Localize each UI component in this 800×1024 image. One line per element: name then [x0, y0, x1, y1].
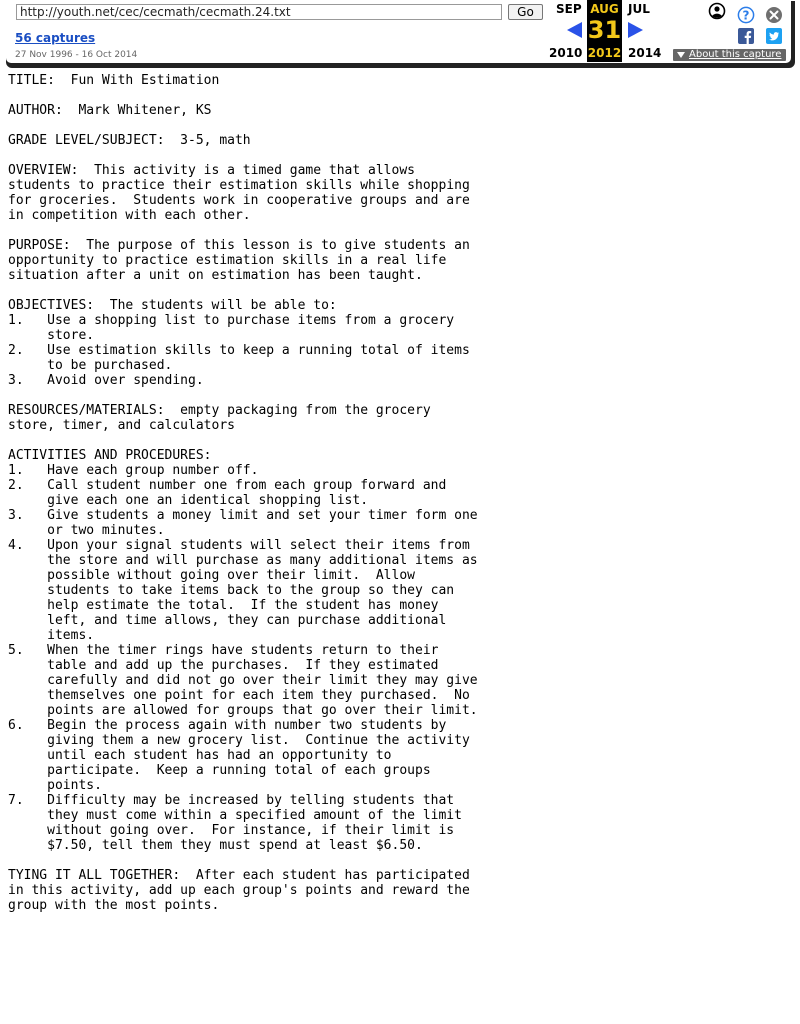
next-month-label[interactable]: JUL: [628, 2, 650, 16]
svg-text:?: ?: [742, 8, 750, 23]
prev-year-label[interactable]: 2010: [549, 46, 583, 60]
prev-month-label[interactable]: SEP: [556, 2, 582, 16]
current-day-label: 31: [587, 16, 622, 44]
current-year-label: 2012: [587, 46, 622, 60]
url-input[interactable]: [16, 4, 502, 20]
current-month-label: AUG: [590, 2, 619, 16]
chevron-down-icon: [677, 52, 685, 58]
go-button[interactable]: Go: [508, 4, 543, 20]
help-icon[interactable]: [737, 6, 755, 24]
next-capture-arrow-icon[interactable]: [628, 22, 643, 38]
next-year-label[interactable]: 2014: [628, 46, 662, 60]
facebook-icon[interactable]: [738, 28, 754, 44]
captures-date-range: 27 Nov 1996 - 16 Oct 2014: [15, 50, 138, 60]
lesson-plan-text: TITLE: Fun With Estimation AUTHOR: Mark Whitener, KS GRADE LEVEL/SUBJECT: 3-5, math OVERVIEW: This activity is a timed game that allows students to practice their estimation skills while shopping for groceries. Students work in cooperative groups and are in competition with each other. PURPOSE: The purpose of this lesson is to give students an opportunity to practice estimation skills in a real life situation after a unit on estimation has been taught. OBJECTIVES: The students will be able to: 1. Use a shopping list to purchase items from a grocery store. 2. Use estimation skills to keep a running total of items to be purchased. 3. Avoid over spending. RESOURCES/MATERIALS: empty packaging from the grocery store, timer, and calculators ACTIVITIES AND PROCEDURES: 1. Have each group number off. 2. Call student number one from each group forward and give each one an identical shopping list. 3. Give students a money limit and set your timer form one or two minutes. 4. Upon your signal students will select their items from the store and will purchase as many additional items as possible without going over their limit. Allow students to take items back to the group so they can help estimate the total. If the student has money left, and time allows, they can purchase additional items. 5. When the timer rings have students return to their table and add up the purchases. If they estimated carefully and did not go over their limit they may give themselves one point for each item they purchased. No points are allowed for groups that go over their limit. 6. Begin the process again with number two students by giving them a new grocery list. Continue the activity until each student has had an opportunity to participate. Keep a running total of each groups points. 7. Difficulty may be increased by telling students that they must come within a specified amount of the limit without going over. For instance, if their limit is $7.50, tell them they must spend at least $6.50. TYING IT ALL TOGETHER: After each student has participated in this activity, add up each group's points and reward the group with the most points.: [8, 73, 478, 913]
captures-link[interactable]: 56 captures: [15, 31, 96, 45]
twitter-icon[interactable]: [766, 28, 782, 44]
previous-capture-arrow-icon[interactable]: [567, 22, 582, 38]
about-capture-label: About this capture: [689, 49, 782, 60]
about-capture-button[interactable]: [673, 49, 786, 61]
user-icon[interactable]: [708, 2, 726, 20]
close-icon[interactable]: [765, 6, 783, 24]
